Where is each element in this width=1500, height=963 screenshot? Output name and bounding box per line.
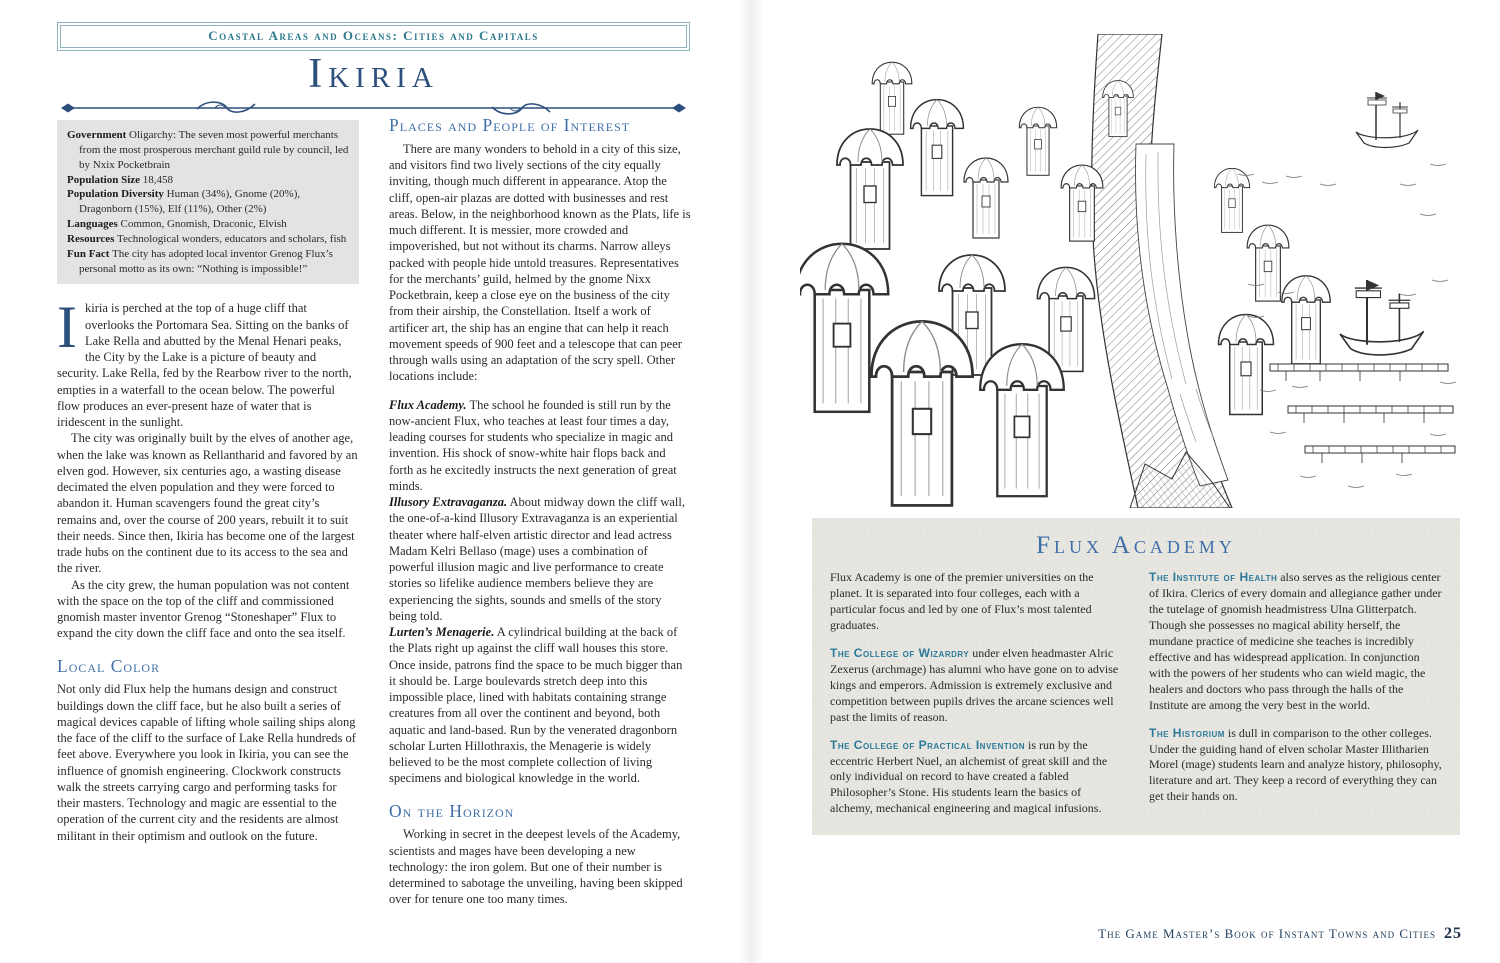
flux-right-column	[1149, 570, 1442, 817]
stat-label: Fun Fact	[67, 247, 110, 260]
subheading: The College of Wizardry	[830, 645, 970, 660]
chapter-header	[57, 22, 690, 51]
horizon-body: Working in secret in the deepest levels of the Academy, scientists and mages have been developing a new technology: the iron golem. But one of their number is determined to sabotage the unveiling, having been skipped over for tenure one too many times.	[389, 827, 683, 907]
subheading: The College of Practical Invention	[830, 737, 1026, 752]
intro-text: kiria is perched at the top of a huge cliff that overlooks the Portomara Sea. Sitting on the banks of Lake Rella and abutted by the Menal Henari peaks, the City by the Lake is a picture of beauty and security. Lake Rella, fed by the Rearbow river to the north, empties in a waterfall to the ocean below. The powerful flow produces an ever-present haze of water that is iridescent in the sunlight.	[57, 301, 352, 430]
entry-body: About midway down the cliff wall, the one-of-a-kind Illusory Extravaganza is an experiential theater where half-elven artistic director and lead actress Madam Kelri Bellaso (mage) uses a combination of powerful illusion magic and live performance to create stories so lifelike audience members believe they are experiencing the sights, sounds and smells of the story being told.	[389, 495, 685, 623]
intro-section	[57, 294, 359, 641]
places-entries	[389, 397, 691, 787]
entry-flux-academy	[389, 397, 691, 495]
page-gutter	[738, 0, 764, 963]
college-of-practical-invention	[830, 738, 1123, 818]
flux-academy-title: Flux Academy	[1036, 532, 1236, 559]
intro-paragraph	[57, 294, 359, 430]
historium	[1149, 726, 1442, 806]
entry-title: Flux Academy.	[389, 397, 467, 412]
city-stat-block	[57, 120, 359, 284]
section-body: under elven headmaster Alric Zexerus (archmage) has alumni who have gone on to advise kings and emperors. Admission is extremely exclusive and competition between pupils drives the arcane sciences well past the limits of reason.	[830, 645, 1119, 724]
page-footer	[1098, 925, 1462, 943]
stat-value: Technological wonders, educators and scholars, fish	[117, 232, 347, 245]
stat-row-resources	[67, 232, 349, 247]
stat-label: Resources	[67, 232, 115, 245]
stat-row-population-size	[67, 173, 349, 188]
entry-body: The school he founded is still run by the now-ancient Flux, who teaches at least four times a day, leading courses for students who specialize in magic and invention. His shock of snow-white hair flops back and forth as he excitedly instructs the next generation of great minds.	[389, 397, 677, 493]
entry-title: Lurten’s Menagerie.	[389, 625, 495, 639]
intro-paragraph: As the city grew, the human population was not content with the space on the top of the cliff and commissioned gnomish master inventor Grenog “Stoneshaper” Flux to expand the city down the cliff face and onto the sea itself.	[57, 577, 350, 641]
stat-row-government	[67, 128, 349, 173]
stat-label: Population Size	[67, 173, 141, 186]
entry-body: A cylindrical building at the back of the Plats right up against the cliff wall houses this store. Once inside, patrons find the space to be much bigger than it should be. Large boulevards stretch deep into this impossible place, lined with habitats containing strange creatures from all over the continent and beyond, both aquatic and land-based. Run by the venerated dragonborn scholar Lurten Hillothraxis, the Menagerie is widely believed to be the most complete collection of living specimens and biological knowledge in the world.	[389, 625, 683, 786]
stat-value: Human (34%), Gnome (20%), Dragonborn (15%), Elf (11%), Other (2%)	[79, 188, 301, 216]
intro-paragraph: The city was originally built by the elves of another age, when the lake was known as Rellantharid and favored by an elven god. However, six centuries ago, a wasting disease decimated the elven population and they were forced to abandon it. Human scavengers found the great city’s remains and, over the course of 200 years, rebuilt it to suit their needs. Since then, Ikiria has become one of the largest trade hubs on the continent due to its access to the sea and the river.	[57, 431, 358, 576]
section-body: is dull in comparison to the other colleges. Under the guiding hand of elven scholar Master Illitharien Morel (mage) students learn and analyze history, philosophy, literature and art. They keep a record of everything they can get their hands on.	[1149, 725, 1442, 804]
college-of-wizardry	[830, 646, 1123, 726]
stat-row-population-diversity	[67, 187, 349, 217]
local-color-body: Not only did Flux help the humans design and construct buildings down the cliff face, but he also built a series of magical devices capable of lifting whole sailing ships along the face of the cliff to the surface of Lake Rella hundreds of feet above. Everywhere you look in Ikiria, you can see the influence of gnomish engineering. Clockwork constructs walk the streets carrying cargo and performing tasks for their masters. Technology and magic are essential to the operation of the current city and the residents are almost militant in their optimism and outlook on the future.	[57, 682, 356, 843]
page-number: 25	[1444, 925, 1462, 942]
stat-label: Population Diversity	[67, 188, 164, 201]
chapter-header-label: Coastal Areas and Oceans: Cities and Capitals	[60, 25, 687, 48]
flux-intro: Flux Academy is one of the premier universities on the planet. It is separated into four colleges, each with a particular focus and led by one of Flux’s most talented graduates.	[830, 570, 1094, 632]
stat-value: The city has adopted local inventor Grenog Flux’s personal motto as its own: “Nothing is impossible!”	[79, 247, 333, 275]
entry-illusory-extravaganza	[389, 494, 691, 624]
section-heading-horizon: On the Horizon	[389, 800, 515, 821]
section-body: is run by the eccentric Herbert Nuel, an alchemist of great skill and the only individual on record to have created a fabled Philosopher’s Stone. His students learn the basics of alchemy, mechanical engineering and magical infusions.	[830, 737, 1108, 816]
page-title: Ikiria	[308, 51, 439, 97]
stat-row-languages	[67, 217, 349, 232]
section-body: also serves as the religious center of Ikira. Clerics of every domain and allegiance gather under the tutelage of gnomish headmistress Ulna Glitterpatch. Though she possesses no magical ability herself, the mundane practice of medicine she teaches is incredibly effective and has widespread application. In conjunction with the powers of her students who can wield magic, the healers and doctors who pass through the halls of the Institute are among the very best in the world.	[1149, 570, 1442, 712]
city-illustration	[800, 34, 1460, 508]
middle-column	[389, 114, 691, 908]
stat-row-fun-fact	[67, 247, 349, 277]
institute-of-health	[1149, 570, 1442, 714]
entry-title: Illusory Extravaganza.	[389, 495, 508, 509]
stat-value: Common, Gnomish, Draconic, Elvish	[120, 218, 287, 231]
stat-value: Oligarchy: The seven most powerful merchants from the most prosperous merchant guild rule by council, led by Nxix Pocketbrain	[79, 129, 349, 171]
flux-left-column	[830, 570, 1123, 817]
section-heading-local-color: Local Color	[57, 655, 161, 676]
stat-value: 18,458	[142, 173, 174, 186]
footer-book-title: The Game Master’s Book of Instant Towns and Cities	[1098, 926, 1436, 941]
section-heading-places: Places and People of Interest	[389, 115, 631, 135]
subheading: The Institute of Health	[1149, 570, 1278, 584]
flux-academy-sidebar	[812, 518, 1460, 835]
left-column	[57, 120, 359, 844]
places-intro: There are many wonders to behold in a city of this size, and visitors find two lively sections of the city equally inviting, though much different in appearance. Atop the cliff, open-air plazas are dotted with businesses and rest areas. Below, in the neighborhood known as the Plats, life is much different. It is messier, more crowded and impoverished, but not without its charms. Narrow alleys packed with people hide untold treasures. Representatives for the merchants’ guild, helmed by the gnome Nixx Pocketbrain, keep a close eye on the business of the city from their airship, the Constellation. Itself a work of artificer art, the ship has an engine that can help it reach movement speeds of 900 feet and a telescope that can peer through walls using an adaptation of the scry spell. Other locations include:	[389, 141, 691, 384]
stat-label: Languages	[67, 218, 118, 231]
subheading: The Historium	[1149, 725, 1225, 740]
drop-cap: I	[57, 294, 77, 361]
stat-label: Government	[67, 129, 127, 141]
entry-lurtens-menagerie	[389, 624, 691, 787]
